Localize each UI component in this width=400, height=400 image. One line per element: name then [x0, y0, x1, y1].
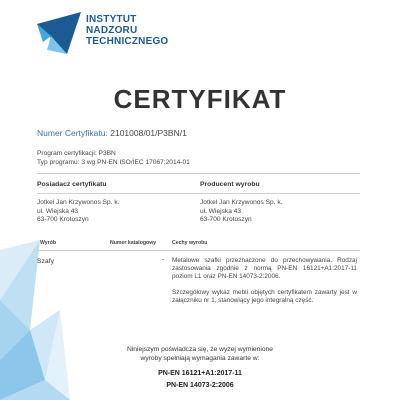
divider — [37, 173, 360, 174]
program-line: Program certyfikacji: P3BN — [37, 150, 116, 157]
catalog-number-value: - — [162, 257, 165, 264]
standard-2: PN-EN 14073-2:2006 — [166, 382, 234, 389]
closing-statement — [0, 345, 400, 363]
closing-line-2: wyroby spełniają wymagania zawarte w: — [140, 355, 260, 362]
features-paragraph-1: Metalowe szafki przeznaczone do przechowywania. Rodzaj zastosowania zgodnie z normą PN-EN 16121+A1:2017-11 poziom L1 oraz PN-EN 14073-2:2006. — [172, 257, 357, 280]
divider — [37, 250, 360, 251]
certificate-number-value: 2101008/01/P3BN/1 — [110, 128, 187, 138]
institute-name — [86, 14, 168, 47]
producer-heading: Producent wyrobu — [200, 181, 260, 188]
column-catalog-number: Numer katalogowy — [110, 240, 157, 246]
producer-street: ul. Wiejska 43 — [200, 207, 242, 215]
certificate-number — [37, 128, 187, 138]
producer-name: Jotkel Jan Krzywonos Sp. k. — [200, 199, 283, 206]
divider — [37, 193, 360, 194]
document-title: CERTYFIKAT — [113, 84, 287, 114]
holder-heading: Posiadacz certyfikatu — [37, 181, 107, 188]
program-type-line: Typ programu: 3 wg PN-EN ISO/IEC 17067:2014-01 — [37, 159, 190, 166]
holder-city: 63-700 Krotoszyn — [37, 216, 89, 223]
producer-city: 63-700 Krotoszyn — [200, 216, 252, 223]
institute-name-line2: NADZORU — [86, 25, 138, 36]
holder-address — [37, 199, 119, 225]
producer-address — [200, 199, 282, 225]
institute-name-line3: TECHNICZNEGO — [86, 36, 169, 47]
product-name: Szafy — [37, 258, 54, 265]
product-features — [172, 257, 357, 305]
standard-1: PN-EN 16121+A1:2017-11 — [158, 370, 242, 377]
holder-street: ul. Wiejska 43 — [37, 207, 79, 215]
column-product: Wyrób — [40, 240, 57, 246]
closing-line-1: Niniejszym poświadcza się, że wyżej wymienione — [126, 346, 274, 353]
program-info — [37, 149, 190, 167]
holder-name: Jotkel Jan Krzywonos Sp. k. — [37, 199, 120, 206]
features-paragraph-2: Szczegółowy wykaz mebli objętych certyfikatem zawarty jest w załączniku nr 1, stanowiący jego integralną część. — [172, 289, 357, 304]
certificate-number-label: Numer Certyfikatu: — [37, 128, 108, 138]
institute-name-line1: INSTYTUT — [86, 14, 137, 25]
institute-logo-icon — [37, 12, 81, 54]
column-features: Cechy wyrobu — [172, 240, 208, 246]
